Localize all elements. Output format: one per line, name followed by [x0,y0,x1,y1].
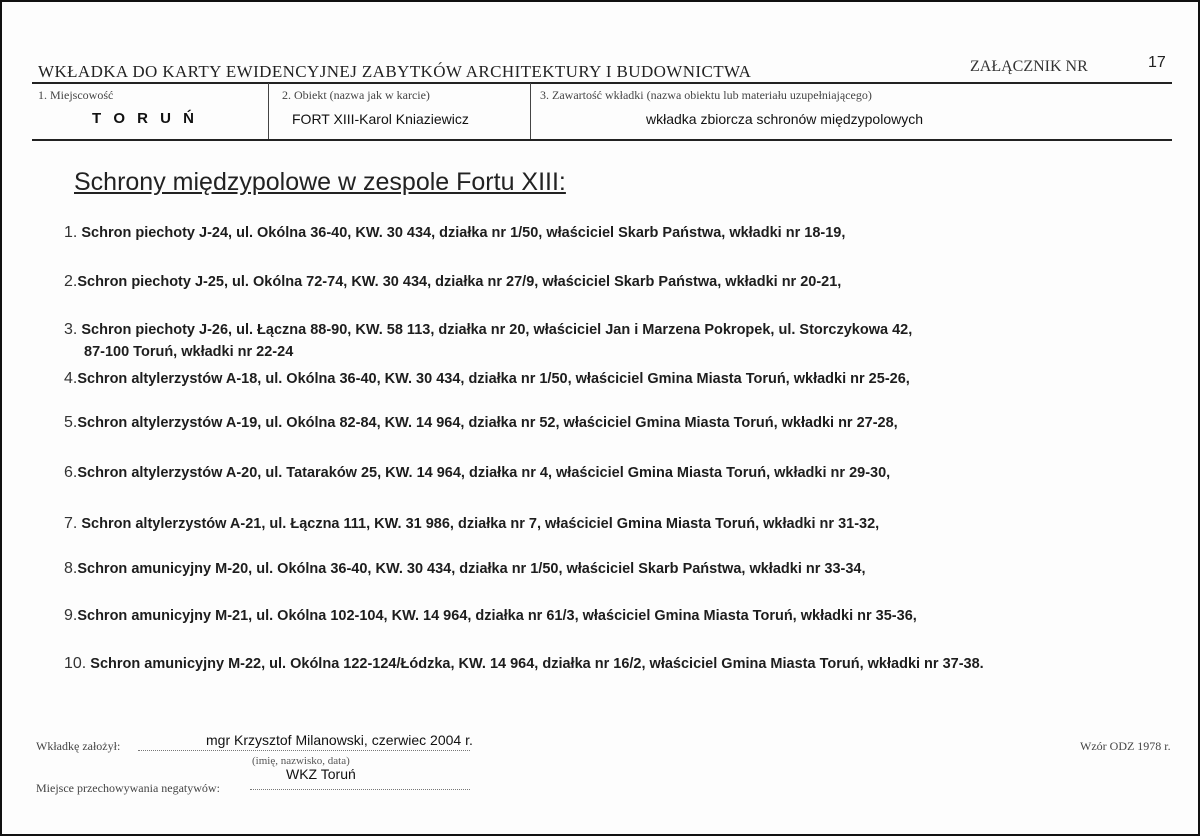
zawartosc-label: 3. Zawartość wkładki (nazwa obiektu lub materiału uzupełniającego) [540,88,872,102]
header-rule-bottom [32,139,1172,141]
list-item: 2.Schron piechoty J-25, ul. Okólna 72-74, KW. 30 434, działka nr 27/9, właściciel Skarb Państwa, wkładki nr 20-21, [64,273,842,290]
header-rule-top [32,82,1172,84]
negatywy-line [250,789,470,790]
list-item: 4.Schron altylerzystów A-18, ul. Okólna 36-40, KW. 30 434, działka nr 1/50, właściciel Gmina Miasta Toruń, wkładki nr 25-26, [64,370,910,387]
obiekt-value: FORT XIII-Karol Kniaziewicz [292,111,469,127]
negatywy-value: WKZ Toruń [286,766,356,782]
list-item: 3. Schron piechoty J-26, ul. Łączna 88-90, KW. 58 113, działka nr 20, właściciel Jan i Marzena Pokropek, ul. Storczykowa 42, 87-100 Toruń, wkładki nr 22-24 [64,321,913,360]
list-item: 9.Schron amunicyjny M-21, ul. Okólna 102-104, KW. 14 964, działka nr 61/3, właściciel Gmina Miasta Toruń, wkładki nr 35-36, [64,607,917,624]
form-template-label: Wzór ODZ 1978 r. [1080,739,1171,753]
cell-divider-2 [530,83,531,139]
list-item: 8.Schron amunicyjny M-20, ul. Okólna 36-40, KW. 30 434, działka nr 1/50, właściciel Skarb Państwa, wkładki nr 33-34, [64,560,866,577]
negatywy-label: Miejsce przechowywania negatywów: [36,781,220,795]
zalozyl-label: Wkładkę założył: [36,739,121,753]
section-title: Schrony międzypolowe w zespole Fortu XIII: [74,168,566,196]
name-date-hint: (imię, nazwisko, data) [252,755,350,767]
zalozyl-line [138,750,470,751]
cell-divider-1 [268,83,269,139]
list-item: 6.Schron altylerzystów A-20, ul. Tataraków 25, KW. 14 964, działka nr 4, właściciel Gmina Miasta Toruń, wkładki nr 29-30, [64,464,891,481]
obiekt-label: 2. Obiekt (nazwa jak w karcie) [282,88,430,102]
miejscowosc-value: T O R U Ń [92,110,198,127]
list-item: 1. Schron piechoty J-24, ul. Okólna 36-40, KW. 30 434, działka nr 1/50, właściciel Skarb Państwa, wkładki nr 18-19, [64,224,846,241]
list-item: 5.Schron altylerzystów A-19, ul. Okólna 82-84, KW. 14 964, działka nr 52, właściciel Gmina Miasta Toruń, wkładki nr 27-28, [64,414,898,431]
attachment-label: ZAŁĄCZNIK NR [970,58,1088,75]
page-number: 17 [1148,54,1166,71]
document-title: WKŁADKA DO KARTY EWIDENCYJNEJ ZABYTKÓW ARCHITEKTURY I BUDOWNICTWA [38,62,752,81]
list-item: 7. Schron altylerzystów A-21, ul. Łączna 111, KW. 31 986, działka nr 7, właściciel Gmina Miasta Toruń, wkładki nr 31-32, [64,515,880,532]
list-item: 10. Schron amunicyjny M-22, ul. Okólna 122-124/Łódzka, KW. 14 964, działka nr 16/2, właściciel Gmina Miasta Toruń, wkładki nr 37-38. [64,655,984,672]
zalozyl-value: mgr Krzysztof Milanowski, czerwiec 2004 r. [206,732,473,748]
zawartosc-value: wkładka zbiorcza schronów międzypolowych [646,111,924,127]
miejscowosc-label: 1. Miejscowość [38,88,114,102]
